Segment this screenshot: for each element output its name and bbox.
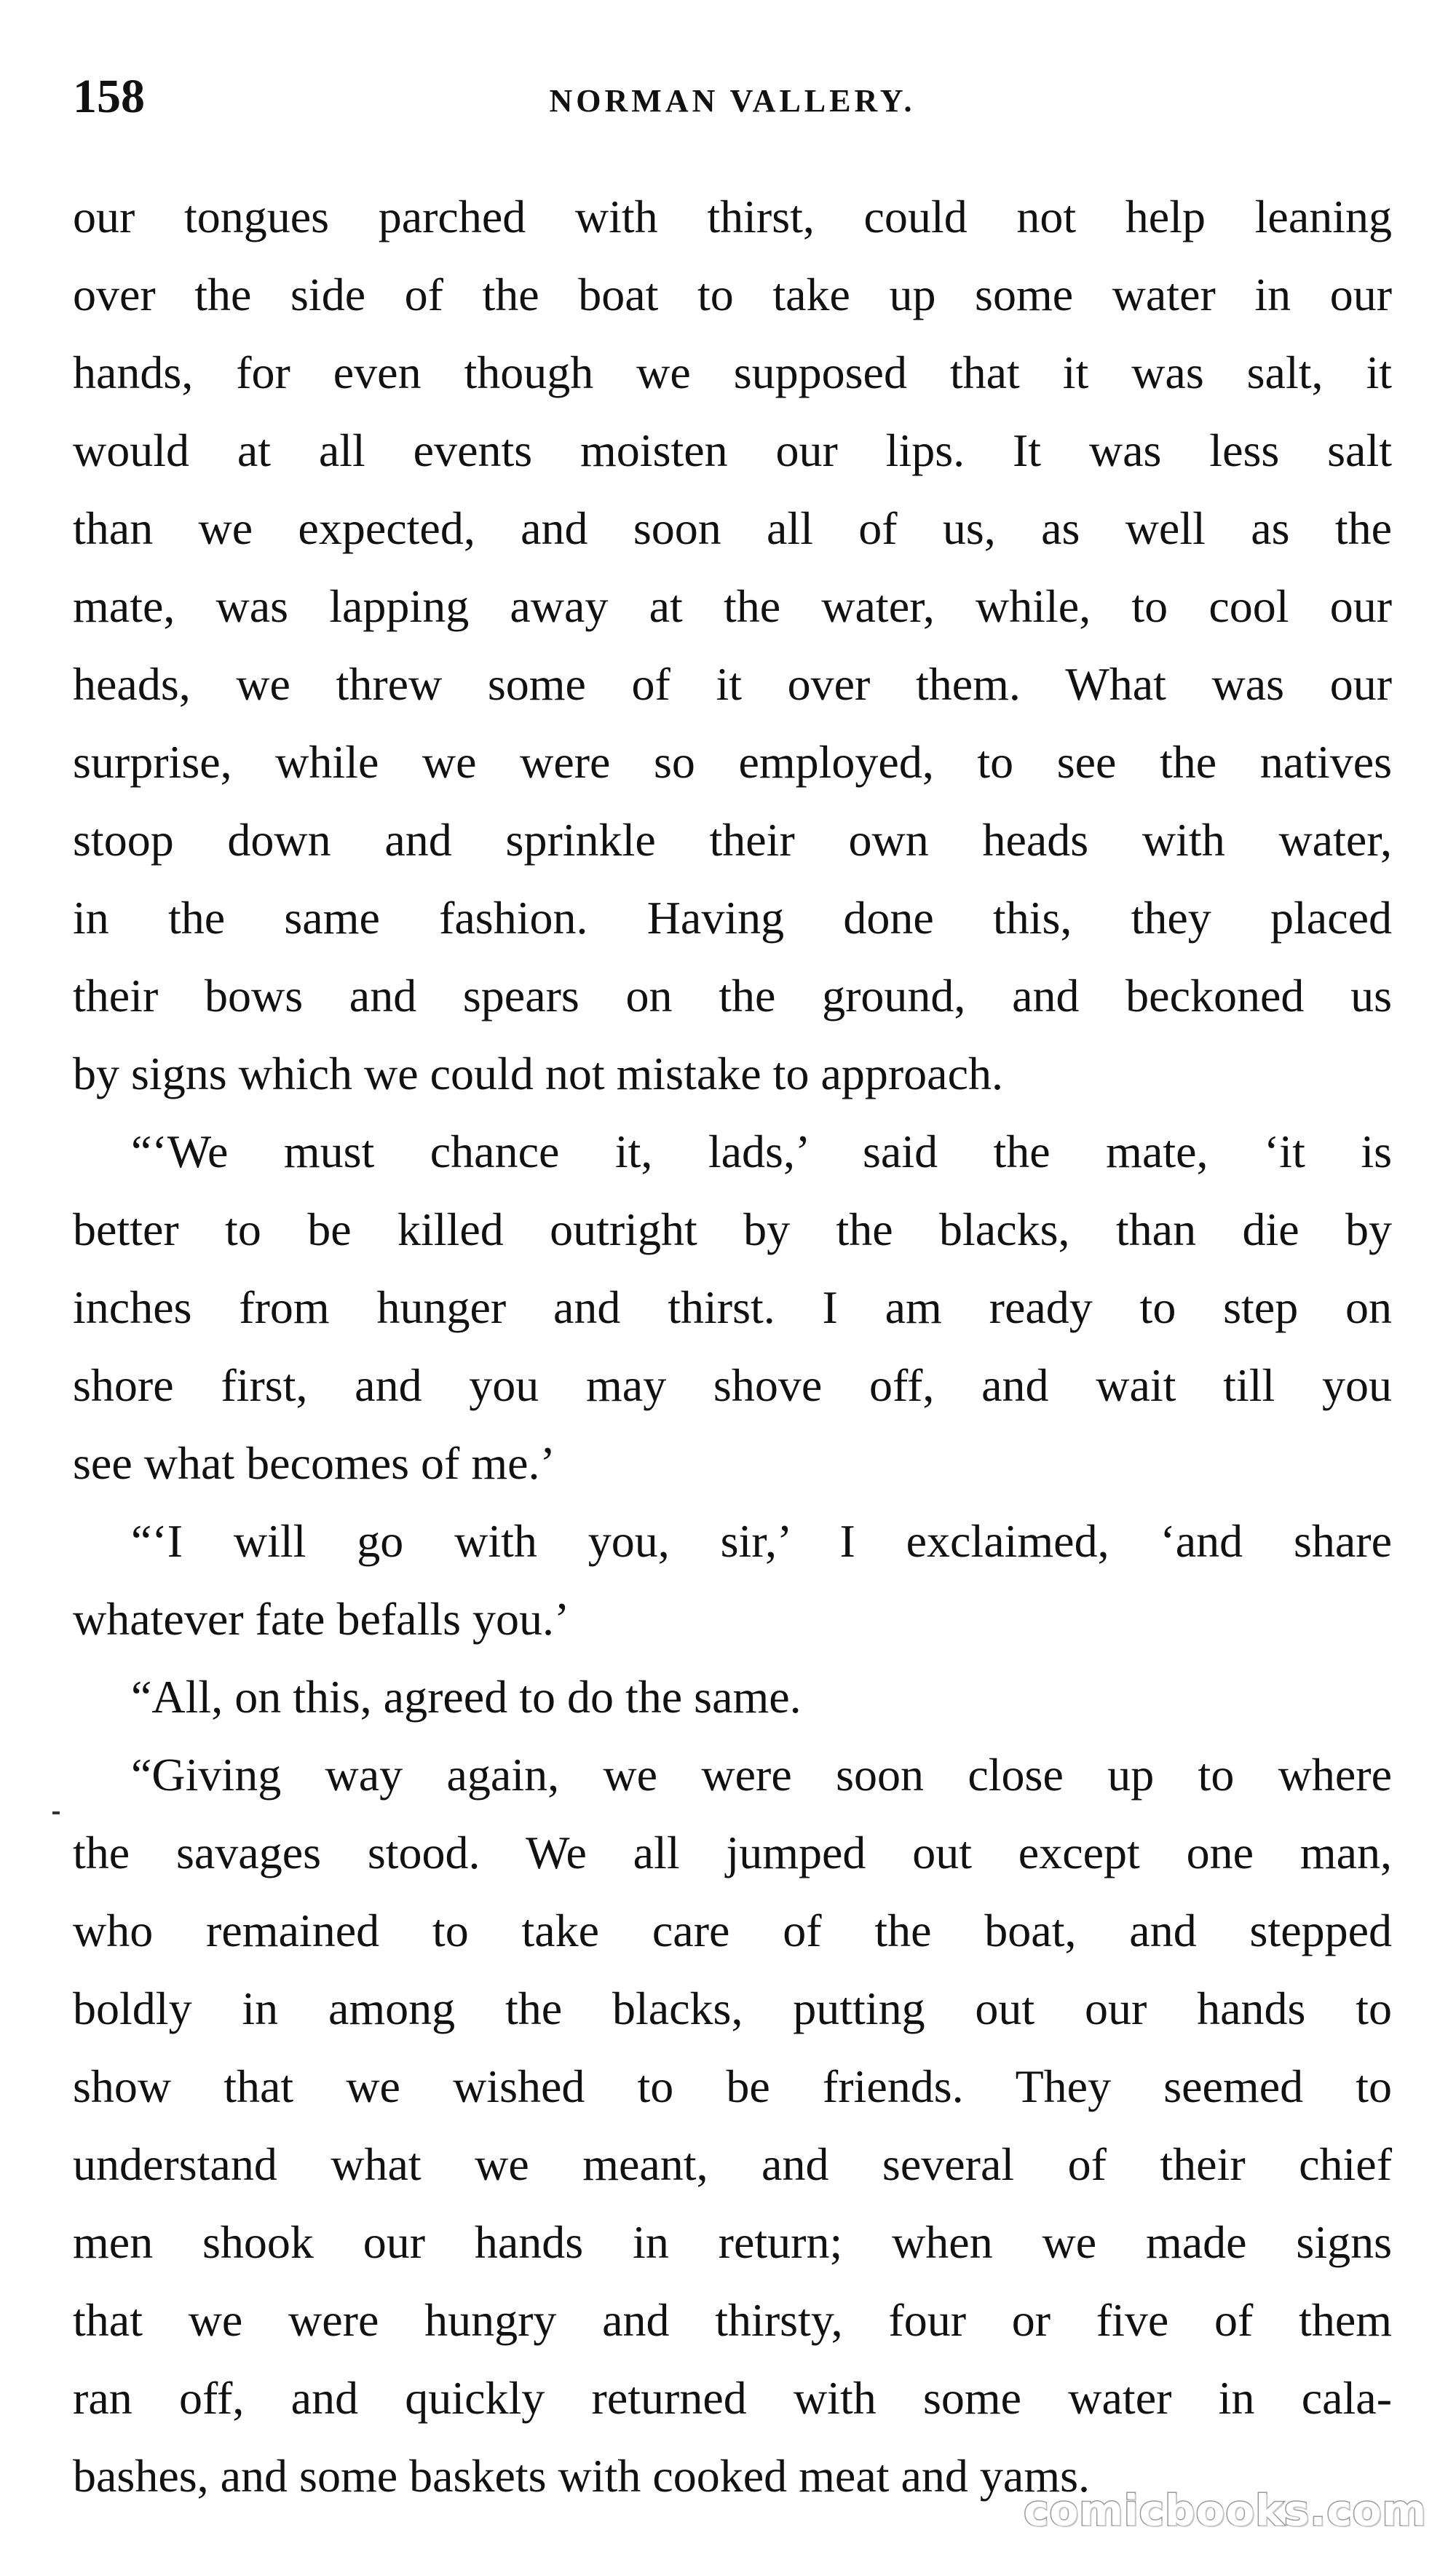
text-line: better to be killed outright by the blacks, than die by (73, 1204, 1392, 1255)
text-line: mate, was lapping away at the water, while, to cool our (73, 580, 1392, 632)
stray-ink-mark (52, 1811, 60, 1814)
text-line: show that we wished to be friends. They seemed to (73, 2060, 1392, 2112)
text-line: who remained to take care of the boat, and stepped (73, 1905, 1392, 1956)
text-line: ran off, and quickly returned with some water in cala- (73, 2372, 1392, 2424)
text-line: men shook our hands in return; when we made signs (73, 2216, 1392, 2268)
text-line: than we expected, and soon all of us, as well as the (73, 502, 1392, 554)
text-line: shore first, and you may shove off, and wait till you (73, 1359, 1392, 1411)
text-line: would at all events moisten our lips. It was less salt (73, 424, 1392, 476)
text-line: “All, on this, agreed to do the same. (131, 1671, 802, 1723)
page-body (73, 178, 1392, 2515)
text-line: their bows and spears on the ground, and beckoned us (73, 970, 1392, 1021)
paragraph (73, 1658, 1392, 1736)
text-line: over the side of the boat to take up some water in our (73, 269, 1392, 320)
text-line: the savages stood. We all jumped out except one man, (73, 1827, 1392, 1878)
text-line: stoop down and sprinkle their own heads with water, (73, 814, 1392, 866)
text-line: in the same fashion. Having done this, they placed (73, 892, 1392, 944)
text-line: “‘We must chance it, lads,’ said the mate, ‘it is (131, 1126, 1392, 1177)
text-line: that we were hungry and thirsty, four or five of them (73, 2294, 1392, 2346)
page-number: 158 (73, 70, 145, 123)
paragraph (73, 178, 1392, 1112)
text-line: see what becomes of me.’ (73, 1437, 555, 1489)
text-line: by signs which we could not mistake to approach. (73, 1048, 1003, 1099)
text-line: inches from hunger and thirst. I am ready to step on (73, 1281, 1392, 1333)
watermark: comicbooks.com (1024, 2486, 1427, 2535)
paragraph (73, 1112, 1392, 1502)
text-line: heads, we threw some of it over them. What was our (73, 658, 1392, 710)
paragraph (73, 1736, 1392, 2515)
paragraph (73, 1502, 1392, 1658)
text-line: bashes, and some baskets with cooked meat and yams. (73, 2450, 1090, 2502)
page-header (73, 64, 1392, 130)
text-line: whatever fate befalls you.’ (73, 1593, 570, 1645)
text-line: “Giving way again, we were soon close up to where (131, 1749, 1392, 1801)
text-line: “‘I will go with you, sir,’ I exclaimed, ‘and share (131, 1515, 1392, 1567)
text-line: hands, for even though we supposed that it was salt, it (73, 347, 1392, 398)
text-line: our tongues parched with thirst, could not help leaning (73, 191, 1392, 242)
text-line: understand what we meant, and several of their chief (73, 2138, 1392, 2190)
text-line: boldly in among the blacks, putting out our hands to (73, 1983, 1392, 2034)
text-line: surprise, while we were so employed, to see the natives (73, 736, 1392, 788)
running-title: NORMAN VALLERY. (549, 83, 916, 119)
